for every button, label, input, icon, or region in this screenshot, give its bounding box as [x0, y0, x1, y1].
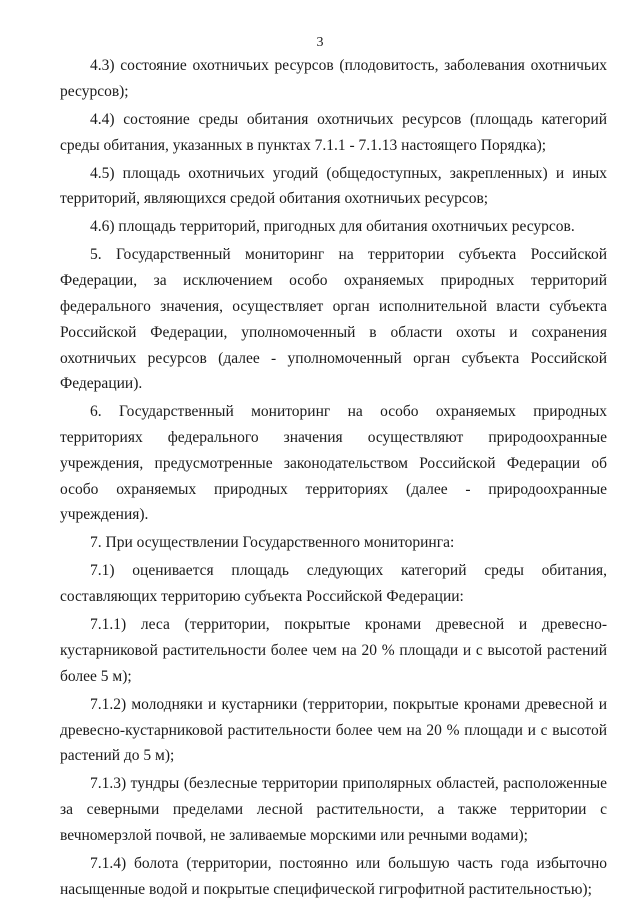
paragraph-5: 5. Государственный мониторинг на территории субъекта Российской Федерации, за исключением особо охраняемых природных территорий федерального значения, осуществляет орган исполнительной власти субъекта Российской Федерации, уполномоченный в области охоты и сохранения охотничьих ресурсов (далее - уполномоченный орган субъекта Российской Федерации). [60, 246, 607, 393]
paragraph-4-4: 4.4) состояние среды обитания охотничьих ресурсов (площадь категорий среды обитания, указанных в пунктах 7.1.1 - 7.1.13 настоящего Порядка); [60, 110, 607, 154]
paragraph-7: 7. При осуществлении Государственного мониторинга: [90, 534, 455, 552]
paragraph-7-1-4: 7.1.4) болота (территории, постоянно или большую часть года избыточно насыщенные водой и покрытые специфической гигрофитной растительностью); [60, 854, 607, 898]
document-body [60, 53, 607, 903]
paragraph-7-1-1: 7.1.1) леса (территории, покрытые кронами древесной и древесно-кустарниковой растительности более чем на 20 % площади и с высотой растений более 5 м); [60, 616, 607, 685]
paragraph-7-1-2: 7.1.2) молодняки и кустарники (территории, покрытые кронами древесной и древесно-кустарниковой растительности более чем на 20 % площади и с высотой растений до 5 м); [60, 695, 607, 765]
paragraph-4-5: 4.5) площадь охотничьих угодий (общедоступных, закрепленных) и иных территорий, являющихся средой обитания охотничьих ресурсов; [60, 164, 607, 208]
paragraph-4-3: 4.3) состояние охотничьих ресурсов (плодовитость, заболевания охотничьих ресурсов); [60, 57, 607, 100]
page-number: 3 [316, 35, 324, 50]
paragraph-7-1: 7.1) оценивается площадь следующих категорий среды обитания, составляющих территорию субъекта Российской Федерации: [60, 562, 607, 606]
paragraph-7-1-3: 7.1.3) тундры (безлесные территории приполярных областей, расположенные за северными пределами лесной растительности, а также территории с вечномерзлой почвой, не заливаемые морскими или речными водами); [60, 775, 607, 844]
paragraph-6: 6. Государственный мониторинг на особо охраняемых природных территориях федерального значения осуществляют природоохранные учреждения, предусмотренные законодательством Российской Федерации об особо охраняемых природных территориях (далее - природоохранные учреждения). [60, 403, 607, 524]
paragraph-4-6: 4.6) площадь территорий, пригодных для обитания охотничьих ресурсов. [90, 218, 575, 236]
